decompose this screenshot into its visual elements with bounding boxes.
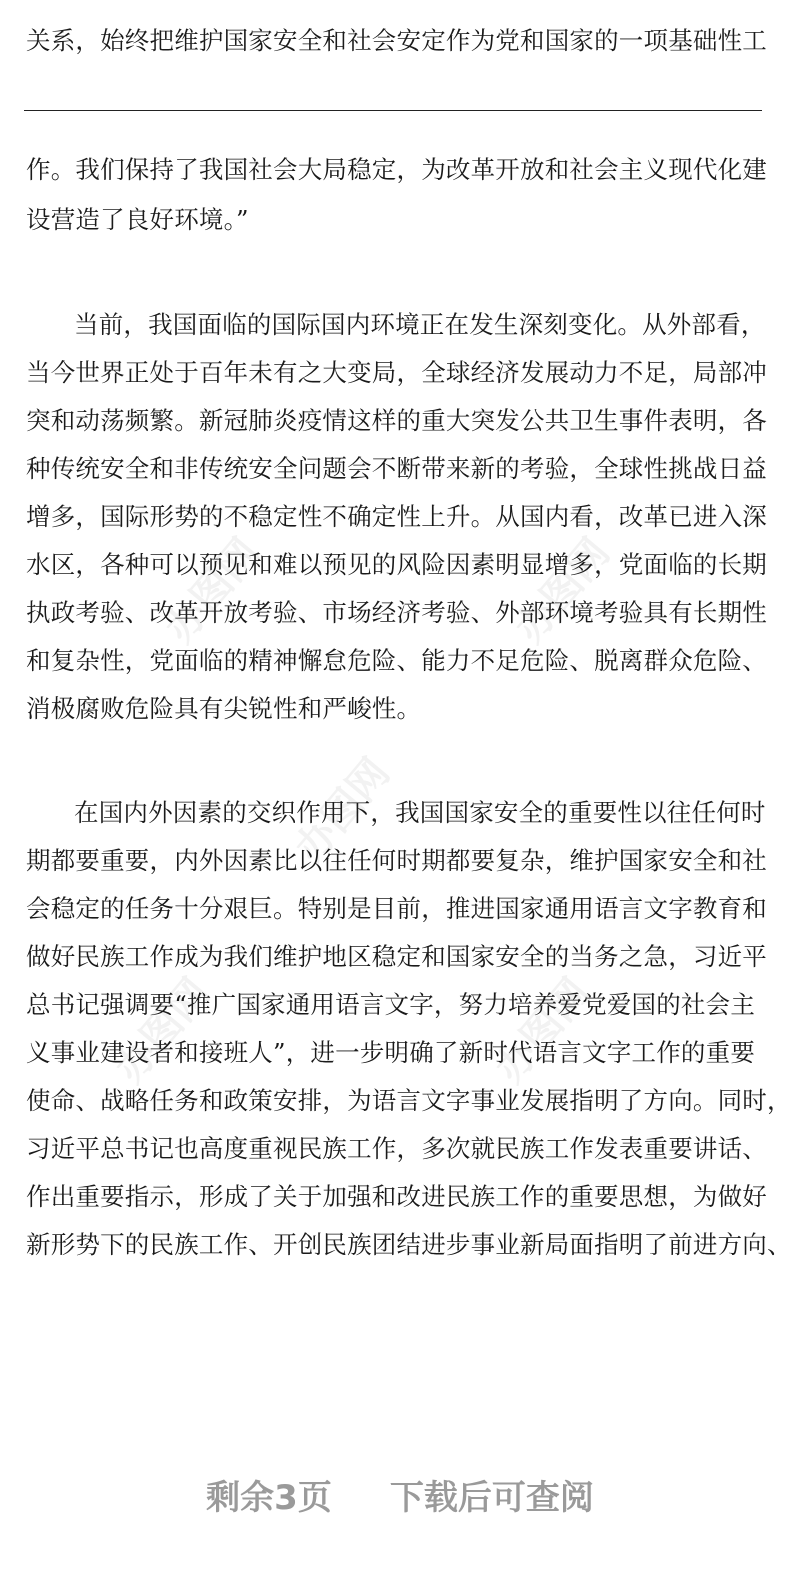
text-line: 增多，国际形势的不稳定性不确定性上升。从国内看，改革已进入深: [26, 502, 767, 531]
watermark: 办图网: [506, 530, 619, 652]
watermark: 办图网: [106, 970, 219, 1092]
text-line: 突和动荡频繁。新冠肺炎疫情这样的重大突发公共卫生事件表明，各: [26, 406, 767, 435]
text-line: 关系，始终把维护国家安全和社会安定作为党和国家的一项基础性工: [26, 26, 767, 55]
text-line: 做好民族工作成为我们维护地区稳定和国家安全的当务之急，习近平: [26, 942, 767, 971]
watermark: 办图网: [156, 530, 269, 652]
text-line: 会稳定的任务十分艰巨。特别是目前，推进国家通用语言文字教育和: [26, 894, 767, 923]
text-line: 和复杂性，党面临的精神懈怠危险、能力不足危险、脱离群众危险、: [26, 646, 767, 675]
text-line: 当今世界正处于百年未有之大变局，全球经济发展动力不足，局部冲: [26, 358, 767, 387]
text-line: 作。我们保持了我国社会大局稳定，为改革开放和社会主义现代化建: [26, 155, 767, 184]
text-line: 作出重要指示，形成了关于加强和改进民族工作的重要思想，为做好: [26, 1182, 767, 1211]
watermark: 办图网: [286, 750, 399, 872]
text-line: 义事业建设者和接班人”，进一步明确了新时代语言文字工作的重要: [26, 1038, 756, 1067]
text-line: 新形势下的民族工作、开创民族团结进步事业新局面指明了前进方向、: [26, 1230, 792, 1259]
text-line: 在国内外因素的交织作用下，我国国家安全的重要性以往任何时: [74, 798, 766, 827]
remaining-pages-label: 剩余3页: [206, 1478, 332, 1518]
text-line: 种传统安全和非传统安全问题会不断带来新的考验，全球性挑战日益: [26, 454, 767, 483]
download-prompt[interactable]: [0, 1470, 800, 1519]
text-line: 当前，我国面临的国际国内环境正在发生深刻变化。从外部看，: [74, 310, 766, 339]
page-divider: [24, 110, 762, 111]
text-line: 总书记强调要“推广国家通用语言文字，努力培养爱党爱国的社会主: [26, 990, 756, 1019]
text-line: 执政考验、改革开放考验、市场经济考验、外部环境考验具有长期性: [26, 598, 767, 627]
text-line: 期都要重要，内外因素比以往任何时期都要复杂，维护国家安全和社: [26, 846, 767, 875]
download-to-view-label: 下载后可查阅: [389, 1478, 594, 1518]
text-line: 使命、战略任务和政策安排，为语言文字事业发展指明了方向。同时，: [26, 1086, 792, 1115]
text-line: 设营造了良好环境。”: [26, 205, 249, 234]
watermark: 办图网: [486, 970, 599, 1092]
text-line: 习近平总书记也高度重视民族工作，多次就民族工作发表重要讲话、: [26, 1134, 767, 1163]
text-line: 水区，各种可以预见和难以预见的风险因素明显增多，党面临的长期: [26, 550, 767, 579]
text-line: 消极腐败危险具有尖锐性和严峻性。: [26, 694, 422, 723]
